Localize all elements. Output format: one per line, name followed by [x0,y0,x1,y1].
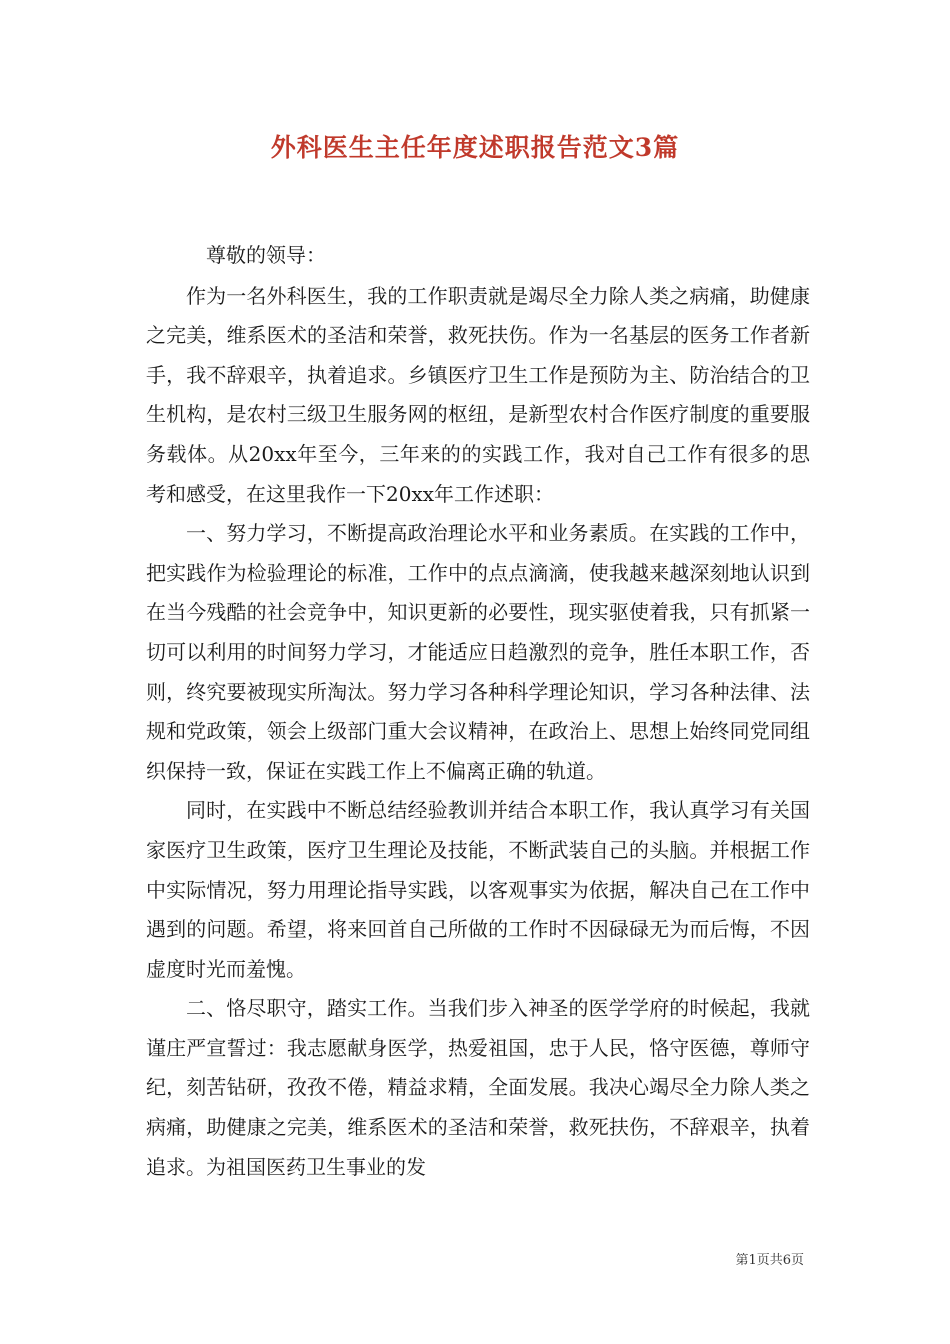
salutation: 尊敬的领导： [206,243,326,267]
paragraph-duty: 二、恪尽职守，踏实工作。当我们步入神圣的医学学府的时候起，我就谨庄严宣誓过：我志愿献身医学，热爱祖国，忠于人民，恪守医德，尊师守纪，刻苦钻研，孜孜不倦，精益求精，全面发展。我决心竭尽全力除人类之病痛，助健康之完美，维系医术的圣洁和荣誉，救死扶伤，不辞艰辛，执着追求。为祖国医药卫生事业的发 [146,996,810,1179]
paragraph-intro: 作为一名外科医生，我的工作职责就是竭尽全力除人类之病痛，助健康之完美，维系医术的圣洁和荣誉，救死扶伤。作为一名基层的医务工作者新手，我不辞艰辛，执着追求。乡镇医疗卫生工作是预防为主、防治结合的卫生机构，是农村三级卫生服务网的枢纽，是新型农村合作医疗制度的重要服务载体。从20xx年至今，三年来的的实践工作，我对自己工作有很多的思考和感受，在这里我作一下20xx年工作述职： [146,283,810,506]
paragraph-study: 一、努力学习，不断提高政治理论水平和业务素质。在实践的工作中，把实践作为检验理论的标准，工作中的点点滴滴，使我越来越深刻地认识到在当今残酷的社会竞争中，知识更新的必要性，现实驱使着我，只有抓紧一切可以利用的时间努力学习，才能适应日趋激烈的竞争，胜任本职工作，否则，终究要被现实所淘汰。努力学习各种科学理论知识，学习各种法律、法规和党政策，领会上级部门重大会议精神，在政治上、思想上始终同党同组织保持一致，保证在实践工作上不偏离正确的轨道。 [146,521,810,783]
page-number-footer: 第1页共6页 [735,1253,804,1268]
paragraph-practice: 同时，在实践中不断总结经验教训并结合本职工作，我认真学习有关国家医疗卫生政策，医疗卫生理论及技能，不断武装自己的头脑。并根据工作中实际情况，努力用理论指导实践，以客观事实为依据，解决自己在工作中遇到的问题。希望，将来回首自己所做的工作时不因碌碌无为而后悔，不因虚度时光而羞愧。 [146,798,810,981]
document-title: 外科医生主任年度述职报告范文3篇 [270,133,680,162]
document-body [146,236,810,1187]
